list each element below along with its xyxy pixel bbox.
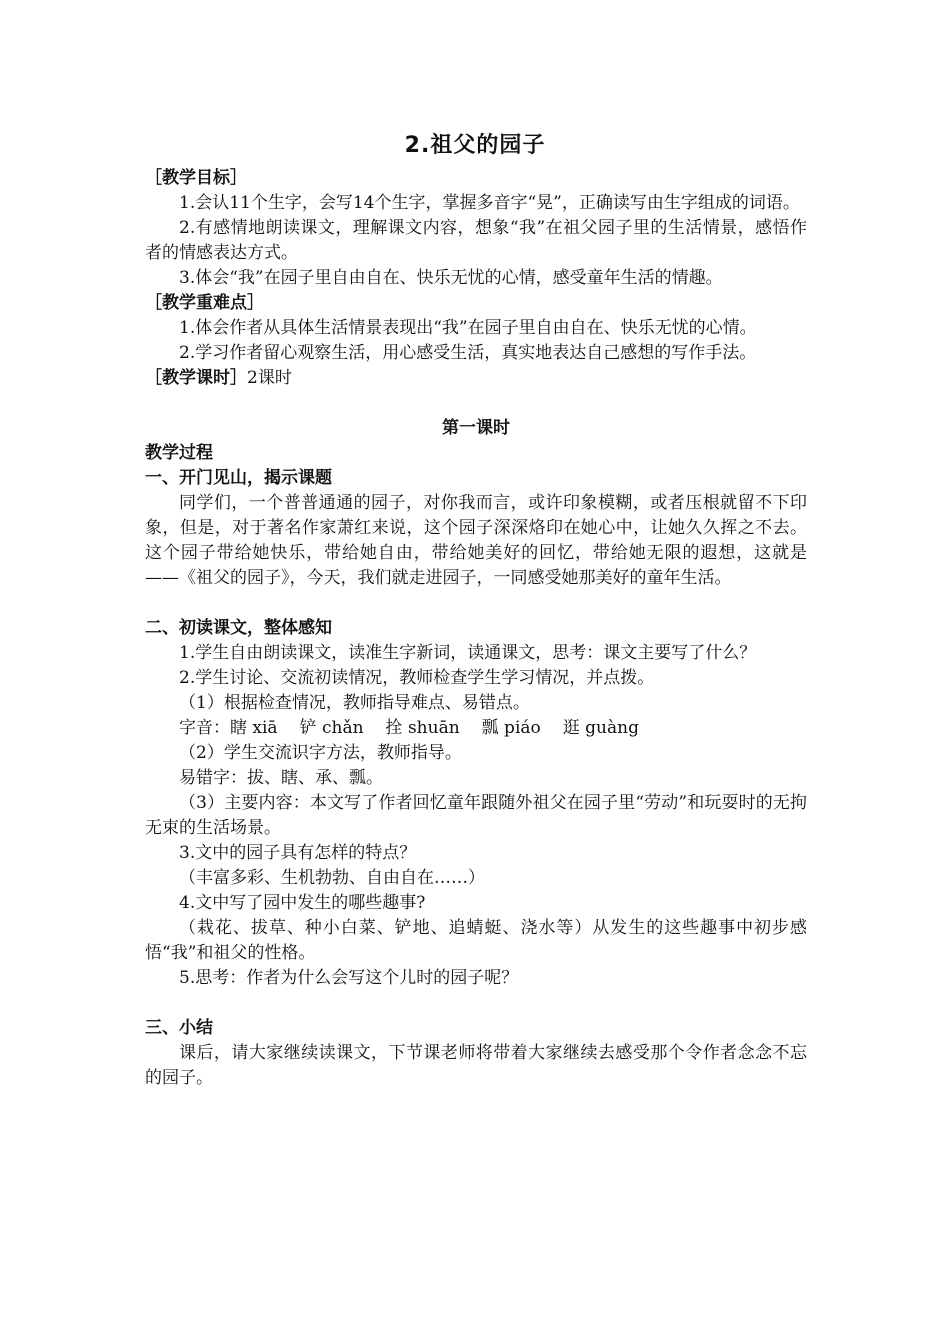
key-point-item-2: 2.学习作者留心观察生活，用心感受生活，真实地表达自己感想的写作手法。 xyxy=(179,343,757,363)
section2-p5: 易错字：拔、瞎、承、瓢。 xyxy=(179,768,383,788)
key-point-item-1: 1.体会作者从具体生活情景表现出“我”在园子里自由自在、快乐无忧的心情。 xyxy=(179,318,757,338)
goal-item-3: 3.体会“我”在园子里自由自在、快乐无忧的心情，感受童年生活的情趣。 xyxy=(179,268,723,288)
pinyin-item: 铲 chǎn xyxy=(299,718,364,738)
goals-heading: ［教学目标］ xyxy=(145,168,247,188)
goal-item-2: 2.有感情地朗读课文，理解课文内容，想象“我”在祖父园子里的生活情景，感悟作者的情感表达方式。 xyxy=(145,218,807,263)
section2-p10: （栽花、拔草、种小白菜、铲地、追蜻蜓、浇水等）从发生的这些趣事中初步感悟“我”和祖父的性格。 xyxy=(145,918,807,963)
key-points-heading: ［教学重难点］ xyxy=(145,293,264,313)
process-heading: 教学过程 xyxy=(145,443,213,463)
section2-p9: 4.文中写了园中发生的哪些趣事? xyxy=(179,893,426,913)
hours-line xyxy=(145,366,807,391)
pinyin-item: 瞎 xiā xyxy=(230,718,278,738)
pinyin-row xyxy=(145,716,807,741)
document-title: 2.祖父的园子 xyxy=(404,133,546,158)
section2-p11: 5.思考：作者为什么会写这个儿时的园子呢？ xyxy=(179,968,519,988)
pinyin-label: 字音： xyxy=(179,718,230,738)
section3-text: 课后，请大家继续读课文，下节课老师将带着大家继续去感受那个令作者念念不忘的园子。 xyxy=(145,1043,807,1088)
hours-value: 2课时 xyxy=(247,368,292,388)
pinyin-item: 拴 shuān xyxy=(385,718,460,738)
section1-text: 同学们，一个普普通通的园子，对你我而言，或许印象模糊，或者压根就留不下印象，但是，对于著名作家萧红来说，这个园子深深烙印在她心中，让她久久挥之不去。这个园子带给她快乐，带给她自由，带给她美好的回忆，带给她无限的遐想，这就是——《祖父的园子》，今天，我们就走进园子，一同感受她那美好的童年生活。 xyxy=(145,493,807,588)
hours-heading: ［教学课时］ xyxy=(145,368,247,388)
section2-p8: （丰富多彩、生机勃勃、自由自在……） xyxy=(179,868,485,888)
pinyin-item: 瓢 piáo xyxy=(481,718,541,738)
lesson-title: 第一课时 xyxy=(442,418,510,438)
section2-heading: 二、初读课文，整体感知 xyxy=(145,618,332,638)
goal-item-1: 1.会认11个生字，会写14个生字，掌握多音字“晃”，正确读写由生字组成的词语。 xyxy=(179,193,800,213)
section2-p3: （1）根据检查情况，教师指导难点、易错点。 xyxy=(179,693,530,713)
section2-p6: （3）主要内容：本文写了作者回忆童年跟随外祖父在园子里“劳动”和玩耍时的无拘无束的生活场景。 xyxy=(145,793,807,838)
section1-heading: 一、开门见山，揭示课题 xyxy=(145,468,332,488)
section2-p4: （2）学生交流识字方法，教师指导。 xyxy=(179,743,462,763)
section2-p1: 1.学生自由朗读课文，读准生字新词，读通课文，思考：课文主要写了什么？ xyxy=(179,643,757,663)
section2-p2: 2.学生讨论、交流初读情况，教师检查学生学习情况，并点拨。 xyxy=(179,668,655,688)
document-body xyxy=(145,166,807,1091)
section2-p7: 3.文中的园子具有怎样的特点？ xyxy=(179,843,417,863)
section3-heading: 三、小结 xyxy=(145,1018,213,1038)
pinyin-item: 逛 guàng xyxy=(562,718,639,738)
